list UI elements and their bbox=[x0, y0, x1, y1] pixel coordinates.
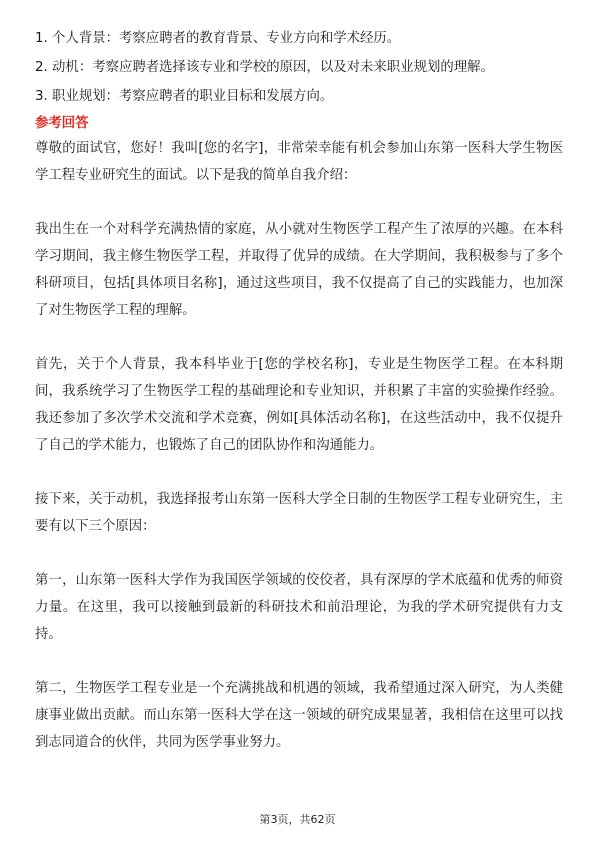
answer-body bbox=[35, 135, 563, 756]
criteria-item-personal-background: 1. 个人背景：考察应聘者的教育背景、专业方向和学术经历。 bbox=[35, 31, 401, 46]
paragraph-background: 首先，关于个人背景，我本科毕业于[您的学校名称]，专业是生物医学工程。在本科期间，我系统学习了生物医学工程的基础理论和专业知识，并积累了丰富的实验操作经验。我还参加了多次学术交流和学术竞赛，例如[具体活动名称]，在这些活动中，我不仅提升了自己的学术能力，也锻炼了自己的团队协作和沟通能力。 bbox=[35, 357, 563, 453]
page-number-footer: 第3页，共62页 bbox=[259, 813, 336, 826]
paragraph-reason-two: 第二，生物医学工程专业是一个充满挑战和机遇的领域，我希望通过深入研究，为人类健康事业做出贡献。而山东第一医科大学在这一领域的研究成果显著，我相信在这里可以找到志同道合的伙伴，共同为医学事业努力。 bbox=[35, 681, 563, 750]
criteria-item-career-plan: 3. 职业规划：考察应聘者的职业目标和发展方向。 bbox=[35, 89, 334, 104]
paragraph-reason-one: 第一，山东第一医科大学作为我国医学领域的佼佼者，具有深厚的学术底蕴和优秀的师资力量。在这里，我可以接触到最新的科研技术和前沿理论，为我的学术研究提供有力支持。 bbox=[35, 573, 563, 642]
answer-heading: 参考回答 bbox=[35, 116, 89, 131]
paragraph-family: 我出生在一个对科学充满热情的家庭，从小就对生物医学工程产生了浓厚的兴趣。在本科学习期间，我主修生物医学工程，并取得了优异的成绩。在大学期间，我积极参与了多个科研项目，包括[具体项目名称]，通过这些项目，我不仅提高了自己的实践能力，也加深了对生物医学工程的理解。 bbox=[35, 222, 563, 318]
document-page bbox=[35, 26, 563, 783]
criteria-list bbox=[35, 26, 563, 109]
criteria-item-motivation: 2. 动机：考察应聘者选择该专业和学校的原因，以及对未来职业规划的理解。 bbox=[35, 60, 494, 75]
paragraph-greeting: 尊敬的面试官，您好！我叫[您的名字]，非常荣幸能有机会参加山东第一医科大学生物医学工程专业研究生的面试。以下是我的简单自我介绍： bbox=[35, 141, 563, 183]
paragraph-motivation: 接下来，关于动机，我选择报考山东第一医科大学全日制的生物医学工程专业研究生，主要有以下三个原因： bbox=[35, 492, 563, 534]
